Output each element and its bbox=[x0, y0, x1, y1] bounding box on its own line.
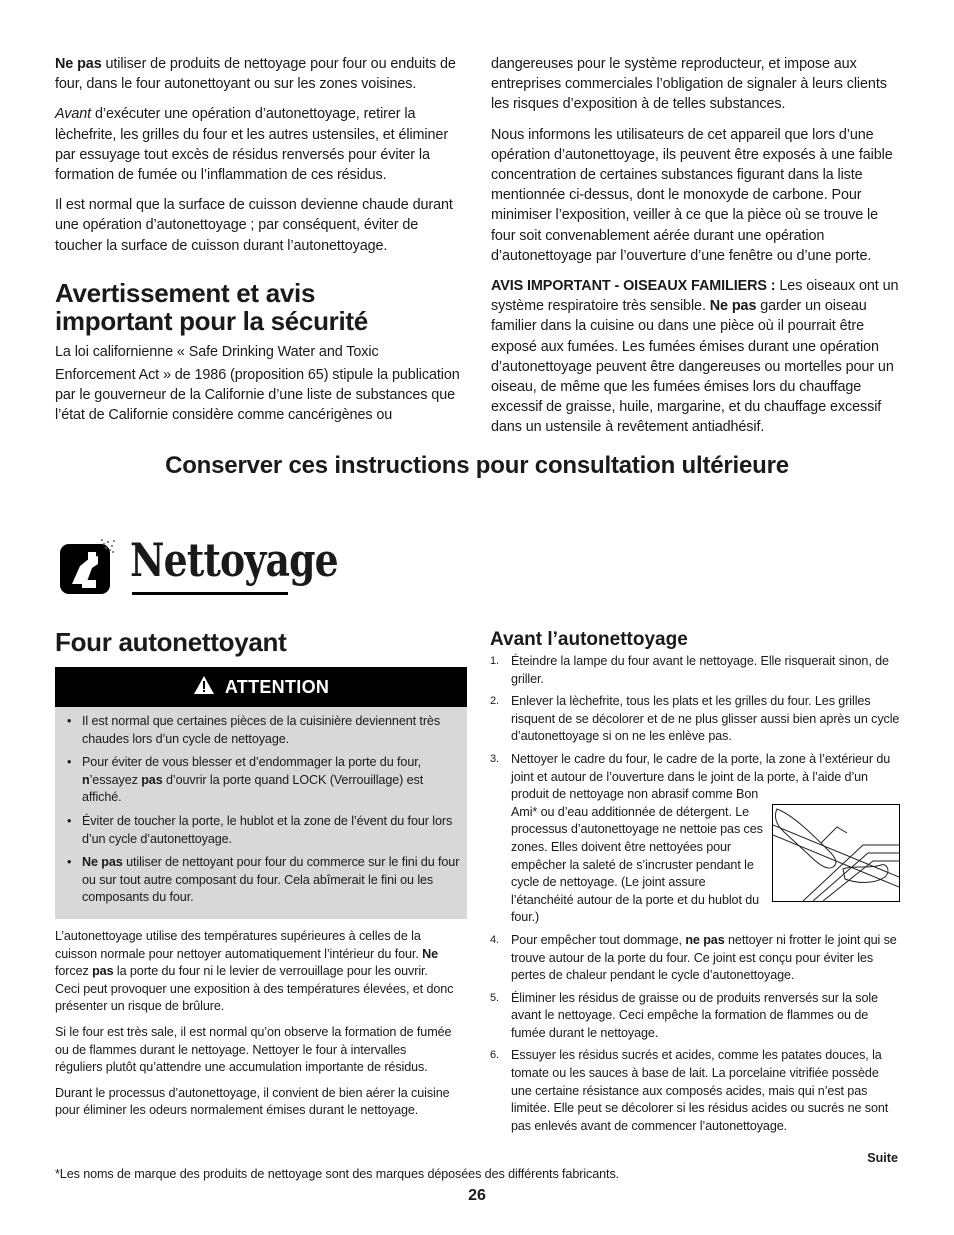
bold-text: Ne pas bbox=[82, 855, 123, 870]
oven-door-illustration bbox=[772, 804, 900, 902]
text: d’ouvrir la porte quand LOCK (Verrouillage) est affiché. bbox=[82, 772, 424, 805]
list-item bbox=[82, 813, 462, 848]
text: Enlever la lèchefrite, tous les plats et les grilles du four. Les grilles risquent de se décolorer et de ne plus glisser aussi bien après un cycle d’autonettoyage si on ne les enlève pas. bbox=[511, 694, 900, 744]
page-number: 26 bbox=[468, 1187, 486, 1204]
safety-body: Enforcement Act » de 1986 (proposition 65) stipule la publication par le gouverneur de la Californie d’une liste de substances que l’état de Californie considère comme cancérigènes ou bbox=[55, 367, 460, 424]
title-underline bbox=[132, 592, 288, 595]
bold-text: n bbox=[82, 772, 90, 787]
text: Pour empêcher tout dommage, bbox=[511, 932, 686, 947]
step-3-wrap bbox=[511, 804, 900, 927]
safety-section bbox=[55, 279, 475, 335]
safety-line1: La loi californienne « Safe Drinking Water and Toxic bbox=[55, 344, 379, 360]
text: d’exécuter une opération d’autonettoyage, retirer la lèchefrite, les grilles du four et les autres ustensiles, et éliminer par essuyage tout excès de résidus renversés pour éviter la formation de fumée ou l’inflammation de ces résidus. bbox=[55, 106, 449, 184]
paragraph: dangereuses pour le système reproducteur, et impose aux entreprises commerciales l’obligation de signaler à leurs clients les risques d’exposition à de telles substances. bbox=[491, 56, 887, 113]
avant-steps bbox=[490, 653, 900, 1140]
text: garder un oiseau familier dans la cuisine ou dans une pièce où il pourrait être exposé aux fumées. Les fumées émises durant une opération d’autonettoyage peuvent être dangereuses ou mortelles pour un oiseau, de même que les fumées émises lors du chauffage excessif de graisse, huile, margarine, et du chauffage excessif dans un ustensile à revêtement antiadhésif. bbox=[491, 298, 894, 436]
text: Il est normal que certaines pièces de la cuisinière deviennent très chaudes lors d’un cycle de nettoyage. bbox=[82, 714, 441, 746]
text: Les oiseaux ont un système respiratoire très sensible. bbox=[491, 278, 899, 315]
step-number: 3. bbox=[490, 752, 499, 765]
attention-list bbox=[57, 713, 462, 907]
footnote: *Les noms de marque des produits de nettoyage sont des marques déposées des différents fabricants. bbox=[55, 1167, 620, 1181]
text: Pour éviter de vous blesser et d’endommager la porte du four, bbox=[82, 755, 422, 770]
step-number: 4. bbox=[490, 933, 499, 946]
text: Éteindre la lampe du four avant le nettoyage. Elle risquerait sinon, de griller. bbox=[511, 654, 889, 686]
step-number: 6. bbox=[490, 1049, 499, 1062]
list-item bbox=[82, 854, 462, 907]
bold-text: Ne bbox=[422, 946, 439, 961]
bold-text: AVIS IMPORTANT - OISEAUX FAMILIERS : bbox=[491, 278, 776, 295]
paragraph: Si le four est très sale, il est normal qu’on observe la formation de fumée ou de flammes durant le nettoyage. Nettoyer le four à intervalles réguliers plutôt qu’attendre une accumulation importante de résidus. bbox=[55, 1024, 452, 1075]
bold-text: Ne pas bbox=[709, 298, 757, 315]
step-item bbox=[490, 1047, 900, 1135]
continued-label: Suite bbox=[867, 1151, 898, 1165]
paragraph: Il est normal que la surface de cuisson devienne chaude durant une opération d’autonettoyage ; par conséquent, éviter de toucher la surface de cuisson durant l’autonettoyage. bbox=[55, 197, 453, 254]
attention-bar bbox=[55, 667, 467, 707]
italic-text: Avant bbox=[55, 106, 92, 123]
text: Essuyer les résidus sucrés et acides, comme les patates douces, la tomate ou les sauces à base de lait. La porcelaine vitrifiée possède une certaine résistance aux composés acides, mais qui n’est pas limitée. Elle peut se décolorer si les résidus acides ou sucrés ne sont pas enlevés avant de commencer l’autonettoyage. bbox=[511, 1048, 889, 1133]
paragraph bbox=[55, 104, 463, 185]
paragraph bbox=[55, 54, 463, 94]
paragraph: Durant le processus d’autonettoyage, il convient de bien aérer la cuisine pour éliminer les odeurs normalement émises durant le nettoyage. bbox=[55, 1085, 450, 1118]
section-title: Nettoyage bbox=[130, 533, 338, 587]
text: utiliser de nettoyant pour four du commerce sur le fini du four ou sur tout autre composant du four. Cela abîmerait le fini ou les composants du four. bbox=[82, 855, 460, 905]
step-number: 2. bbox=[490, 695, 499, 708]
step-item bbox=[490, 932, 900, 985]
attention-box bbox=[55, 667, 467, 919]
top-left-column bbox=[55, 54, 463, 264]
bold-text: ne pas bbox=[685, 932, 725, 947]
warning-icon bbox=[193, 675, 215, 700]
text: nettoyer ni frotter le joint qui se trouve autour de la porte du four. Ce joint est conçu pour éviter les pertes de chaleur pendant le cycle d’autonettoyage. bbox=[511, 932, 897, 983]
bold-text: pas bbox=[141, 772, 163, 787]
step-number: 1. bbox=[490, 655, 499, 667]
text: la porte du four ni le levier de verrouillage pour les ouvrir. Ceci peut provoquer une exposition à des températures élevées, et donc présenter un risque de brûlure. bbox=[55, 964, 454, 1014]
safety-heading bbox=[55, 279, 475, 335]
four-title: Four autonettoyant bbox=[55, 627, 287, 657]
paragraph: Nous informons les utilisateurs de cet appareil que lors d’une opération d’autonettoyage, ils peuvent être exposés à une faible concentration de certaines substances figurant dans la liste mentionnée ci-dessus, dont le monoxyde de carbone. Pour minimiser l’exposition, veiller à ce que la pièce où se trouve le four soit convenablement aérée durant une opération d’autonettoyage par l’ouverture d’une fenêtre ou d’une porte. bbox=[491, 126, 893, 264]
four-body bbox=[55, 928, 455, 1120]
step-item bbox=[490, 653, 900, 688]
avant-title: Avant l’autonettoyage bbox=[490, 629, 688, 650]
step-number: 5. bbox=[490, 991, 499, 1004]
text: ’essayez bbox=[89, 772, 142, 787]
text: utiliser de produits de nettoyage pour four ou enduits de four, dans le four autonettoyant ou sur les zones voisines. bbox=[55, 56, 456, 93]
text: Éliminer les résidus de graisse ou de produits renversés sur la sole avant le nettoyage. Ceci empêche la formation de flammes ou de fumée durant le nettoyage. bbox=[511, 990, 878, 1040]
paragraph bbox=[55, 928, 455, 1016]
text: L’autonettoyage utilise des températures supérieures à celles de la cuisson normale pour nettoyer automatiquement l’intérieur du four. bbox=[55, 929, 423, 961]
list-item bbox=[82, 713, 462, 748]
bold-text: pas bbox=[92, 964, 114, 979]
bold-text: Ne pas bbox=[55, 56, 102, 72]
text: Éviter de toucher la porte, le hublot et la zone de l’évent du four lors d’un cycle d’autonettoyage. bbox=[82, 813, 453, 846]
paragraph bbox=[491, 276, 901, 438]
conserver-title: Conserver ces instructions pour consultation ultérieure bbox=[165, 452, 789, 479]
text: Nettoyer le cadre du four, le cadre de la porte, la zone à l’extérieur du joint et autour de l’ouverture dans le joint de la porte, à l’aide d’un produit de nettoyage non abrasif comme Bon bbox=[511, 751, 891, 802]
list-item bbox=[82, 754, 462, 807]
attention-label: ATTENTION bbox=[224, 676, 330, 697]
cleaning-spray-icon bbox=[58, 538, 116, 596]
step-item bbox=[490, 990, 900, 1043]
heading-line: important pour la sécurité bbox=[55, 306, 368, 336]
section-header bbox=[58, 530, 338, 600]
step-item bbox=[490, 693, 900, 746]
text: Ami* ou d’eau additionnée de détergent. Le processus d’autonettoyage ne nettoie pas ces zones. Elles doivent être nettoyées pour empêcher la saleté de s’incruster pendant le cycle de nettoyage. (Le joint assure l’étanchéité autour de la porte et du hublot du four.) bbox=[511, 804, 763, 925]
step-item bbox=[490, 751, 900, 927]
top-right-column bbox=[491, 54, 901, 446]
heading-line: Avertissement et avis bbox=[55, 278, 316, 308]
text: forcez bbox=[55, 964, 93, 979]
